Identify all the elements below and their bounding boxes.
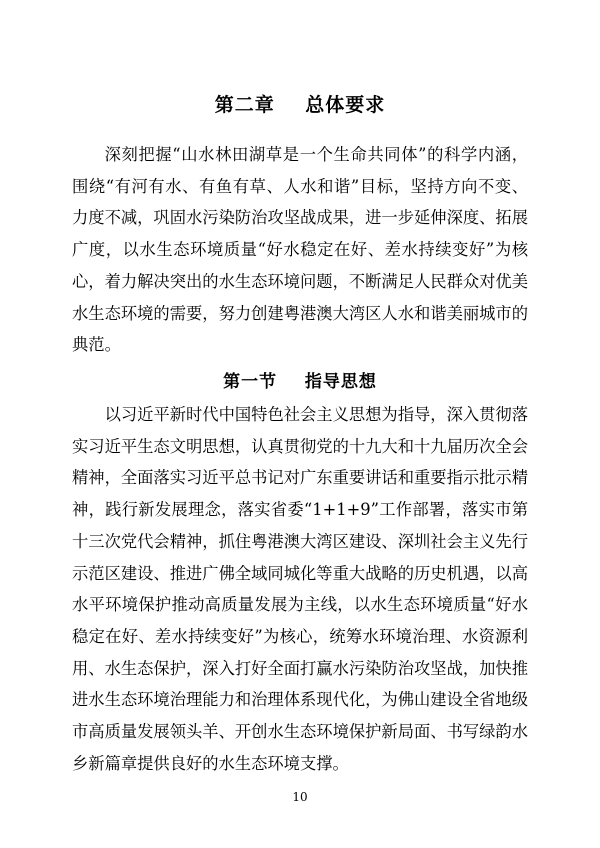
section-paragraph: 以习近平新时代中国特色社会主义思想为指导，深入贯彻落实习近平生态文明思想，认真贯彻党的十九大和十九届历次全会精神，全面落实习近平总书记对广东重要讲话和重要指示批示精神，践行新发展理念，落实省委“1+1+9”工作部署，落实市第十三次党代会精神，抓住粤港澳大湾区建设、深圳社会主义先行示范区建设、推进广佛全域同城化等重大战略的历史机遇，以高水平环境保护推动高质量发展为主线，以水生态环境质量“好水稳定在好、差水持续变好”为核心，统筹水环境治理、水资源利用、水生态保护，深入打好全面打赢水污染防治攻坚战，加快推进水生态环境治理能力和治理体系现代化，为佛山建设全省地级市高质量发展领头羊、开创水生态环境保护新局面、书写绿韵水乡新篇章提供良好的水生态环境支撑。 xyxy=(72,405,528,773)
page-number: 10 xyxy=(292,790,308,804)
section-title: 第一节 指导思想 xyxy=(223,372,377,392)
chapter-title: 第二章 总体要求 xyxy=(214,94,386,116)
intro-paragraph: 深刻把握“山水林田湖草是一个生命共同体”的科学内涵，围绕“有河有水、有鱼有草、人水和谐”目标，坚持方向不变、力度不减，巩固水污染防治攻坚战成果，进一步延伸深度、拓展广度，以水生态环境质量“好水稳定在好、差水持续变好”为核心，着力解决突出的水生态环境问题，不断满足人民群众对优美水生态环境的需要，努力创建粤港澳大湾区人水和谐美丽城市的典范。 xyxy=(72,145,528,355)
